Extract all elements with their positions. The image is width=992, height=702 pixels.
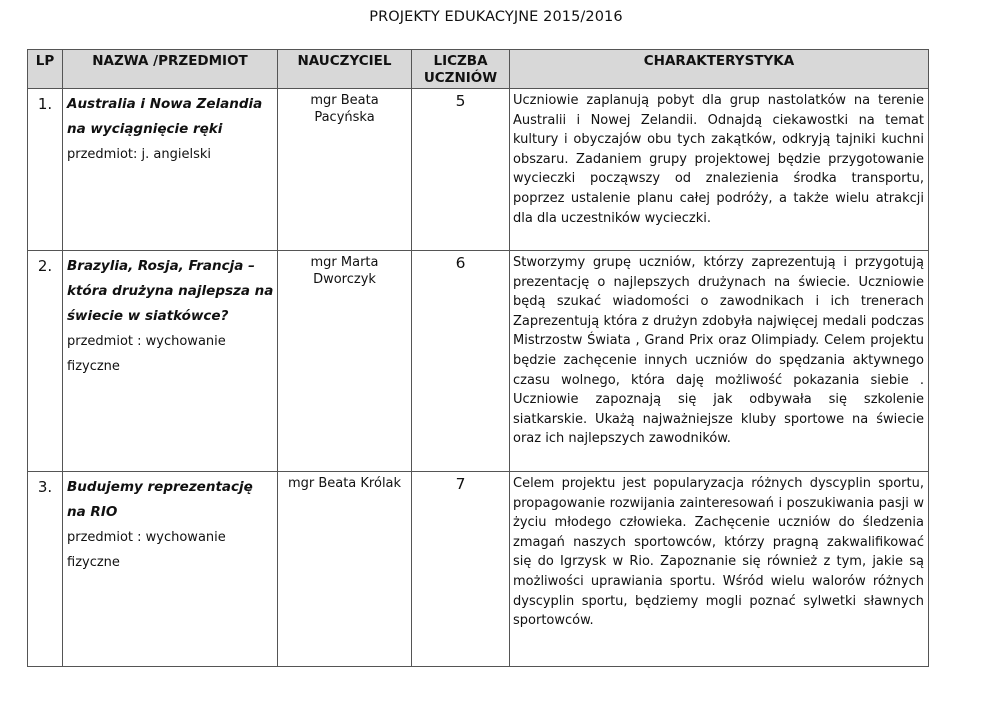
page-title: PROJEKTY EDUKACYJNE 2015/2016: [369, 9, 623, 25]
header-teacher: NAUCZYCIEL: [278, 50, 412, 89]
row-description: Uczniowie zaplanują pobyt dla grup nastolatków na terenie Australii i Nowej Zelandii. Odnajdą ciekawostki na temat kultury i obyczajów obu tych zakątków, odkryją tajniki kuchni obszaru. Zadaniem grupy projektowej będzie przygotowanie wycieczki począwszy od znalezienia środka transportu, poprzez ustalenie planu całej podróży, a także wielu atrakcji dla dla uczestników wycieczki.: [510, 89, 929, 251]
project-subject: przedmiot : wychowanie fizyczne: [67, 334, 226, 374]
row-teacher: mgr Beata Królak: [278, 472, 412, 667]
row-description: Celem projektu jest popularyzacja różnych dyscyplin sportu, propagowanie rozwijania zainteresowań i poszukiwania pasji w życiu młodego człowieka. Zachęcenie uczniów do śledzenia zmagań naszych sportowców, którzy pragną zakwalifikować się do Igrzysk w Rio. Zapoznanie się również z tym, jakie są możliwości uprawiania sportu. Wśród wielu walorów różnych dyscyplin sportu, będziemy mogli poznać sylwetki sławnych sportowców.: [510, 472, 929, 667]
row-count: 6: [412, 251, 510, 472]
header-lp: LP: [28, 50, 63, 89]
row-name-cell: [63, 472, 278, 667]
project-subject: przedmiot : wychowanie fizyczne: [67, 530, 226, 570]
row-count: 7: [412, 472, 510, 667]
row-name-cell: [63, 251, 278, 472]
table-row: [28, 472, 929, 667]
row-lp: 2.: [28, 251, 63, 472]
project-subject: przedmiot: j. angielski: [67, 147, 211, 162]
table-header-row: [28, 50, 929, 89]
row-description: Stworzymy grupę uczniów, którzy zaprezentują i przygotują prezentację o najlepszych drużynach na świecie. Uczniowie będą szukać wiadomości o zawodnikach i ich trenerach Zaprezentują która z drużyn zdobyła najwięcej medali podczas Mistrzostw Świata , Grand Prix oraz Olimpiady. Celem projektu będzie zachęcenie innych uczniów do spędzania aktywnego czasu wolnego, która daję możliwość pokazania siebie . Uczniowie zapoznają się jak odbywała się szkolenie siatkarskie. Ukażą najważniejsze kluby sportowe na świecie oraz ich najlepszych zawodników.: [510, 251, 929, 472]
row-count: 5: [412, 89, 510, 251]
row-lp: 3.: [28, 472, 63, 667]
header-count: [412, 50, 510, 89]
project-title: Brazylia, Rosja, Francja – która drużyna najlepsza na świecie w siatkówce?: [67, 258, 274, 324]
header-count-line1: LICZBA: [433, 53, 488, 69]
project-title: Budujemy reprezentację na RIO: [67, 479, 253, 520]
row-teacher: mgr Beata Pacyńska: [278, 89, 412, 251]
header-description: CHARAKTERYSTYKA: [510, 50, 929, 89]
row-name-cell: [63, 89, 278, 251]
table-row: [28, 89, 929, 251]
header-count-line2: UCZNIÓW: [423, 70, 498, 86]
row-lp: 1.: [28, 89, 63, 251]
row-teacher: mgr Marta Dworczyk: [278, 251, 412, 472]
table-row: [28, 251, 929, 472]
project-title: Australia i Nowa Zelandia na wyciągnięcie ręki: [67, 96, 263, 137]
projects-table: [27, 49, 929, 667]
header-name: NAZWA /PRZEDMIOT: [63, 50, 278, 89]
